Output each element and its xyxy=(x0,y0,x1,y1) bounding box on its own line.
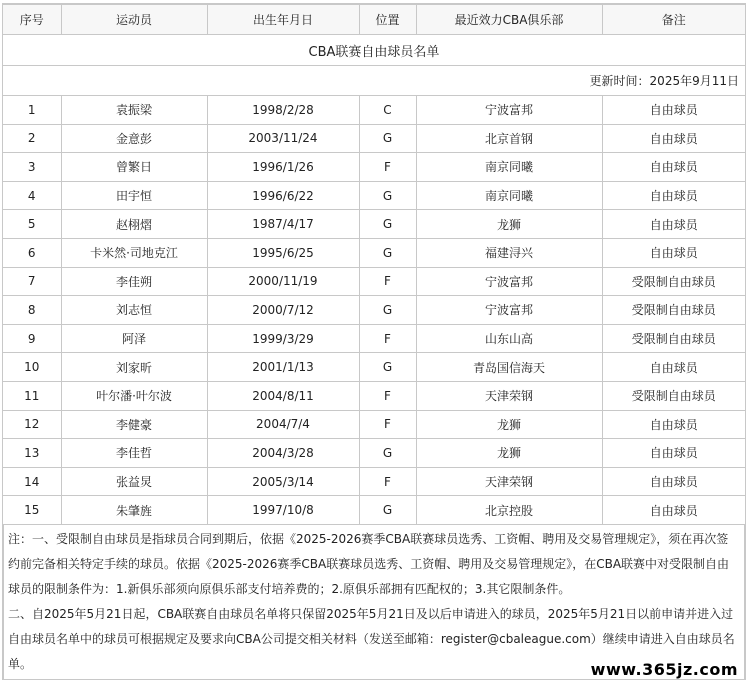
header-index: 序号 xyxy=(3,5,61,35)
cell-player: 张益炅 xyxy=(61,467,207,496)
cell-player: 金意彭 xyxy=(61,124,207,153)
cell-index: 2 xyxy=(3,124,61,153)
table-row xyxy=(3,381,745,410)
cell-index: 13 xyxy=(3,439,61,468)
table-row xyxy=(3,267,745,296)
cell-last-club: 南京同曦 xyxy=(416,153,602,182)
cell-player: 叶尔潘·叶尔波 xyxy=(61,381,207,410)
cell-player: 刘志恒 xyxy=(61,296,207,325)
table-row xyxy=(3,238,745,267)
table-row xyxy=(3,496,745,525)
header-player: 运动员 xyxy=(61,5,207,35)
cell-player: 卡米然·司地克江 xyxy=(61,238,207,267)
table-row xyxy=(3,324,745,353)
cell-index: 3 xyxy=(3,153,61,182)
cell-index: 12 xyxy=(3,410,61,439)
table-row xyxy=(3,439,745,468)
cell-player: 阿泽 xyxy=(61,324,207,353)
cell-remark: 自由球员 xyxy=(602,124,745,153)
cell-index: 6 xyxy=(3,238,61,267)
cell-remark: 自由球员 xyxy=(602,353,745,382)
cell-last-club: 天津荣钢 xyxy=(416,467,602,496)
cell-birthdate: 2000/7/12 xyxy=(207,296,359,325)
cell-player: 刘家昕 xyxy=(61,353,207,382)
cell-last-club: 龙狮 xyxy=(416,210,602,239)
cell-remark: 受限制自由球员 xyxy=(602,381,745,410)
cell-birthdate: 1998/2/28 xyxy=(207,96,359,125)
cell-birthdate: 2004/3/28 xyxy=(207,439,359,468)
cell-birthdate: 1996/6/22 xyxy=(207,181,359,210)
free-agent-table xyxy=(3,4,745,525)
cell-position: G xyxy=(359,124,416,153)
cell-position: F xyxy=(359,381,416,410)
cell-index: 15 xyxy=(3,496,61,525)
cell-index: 4 xyxy=(3,181,61,210)
cell-last-club: 青岛国信海天 xyxy=(416,353,602,382)
cell-remark: 自由球员 xyxy=(602,153,745,182)
cell-position: G xyxy=(359,181,416,210)
cell-position: G xyxy=(359,296,416,325)
cell-position: G xyxy=(359,238,416,267)
cell-last-club: 宁波富邦 xyxy=(416,267,602,296)
cell-birthdate: 2003/11/24 xyxy=(207,124,359,153)
cell-index: 7 xyxy=(3,267,61,296)
cell-remark: 自由球员 xyxy=(602,181,745,210)
cell-last-club: 龙狮 xyxy=(416,439,602,468)
update-time: 更新时间：2025年9月11日 xyxy=(3,66,745,96)
cell-birthdate: 1997/10/8 xyxy=(207,496,359,525)
title-row xyxy=(3,35,745,66)
cell-player: 朱肇旌 xyxy=(61,496,207,525)
header-row xyxy=(3,5,745,35)
cell-player: 袁振梁 xyxy=(61,96,207,125)
cell-player: 李健豪 xyxy=(61,410,207,439)
cell-index: 14 xyxy=(3,467,61,496)
cell-remark: 自由球员 xyxy=(602,210,745,239)
cell-remark: 自由球员 xyxy=(602,410,745,439)
cell-birthdate: 2005/3/14 xyxy=(207,467,359,496)
cell-index: 9 xyxy=(3,324,61,353)
table-title: CBA联赛自由球员名单 xyxy=(3,35,745,66)
cell-remark: 受限制自由球员 xyxy=(602,324,745,353)
free-agent-sheet xyxy=(2,3,746,680)
cell-last-club: 山东山高 xyxy=(416,324,602,353)
notes-block xyxy=(3,525,745,680)
cell-position: G xyxy=(359,353,416,382)
cell-index: 5 xyxy=(3,210,61,239)
cell-birthdate: 1995/6/25 xyxy=(207,238,359,267)
cell-index: 11 xyxy=(3,381,61,410)
cell-player: 李佳哲 xyxy=(61,439,207,468)
cell-birthdate: 2000/11/19 xyxy=(207,267,359,296)
cell-position: F xyxy=(359,324,416,353)
note-list-policy: 二、自2025年5月21日起，CBA联赛自由球员名单将只保留2025年5月21日及以后申请进入的球员，2025年5月21日以前申请并进入过自由球员名单中的球员可根据规定及要求向CBA公司提交相关材料（发送至邮箱：register@cbaleague.com）继续申请进入自由球员名单。 xyxy=(8,606,735,671)
table-row xyxy=(3,181,745,210)
cell-player: 曾繁日 xyxy=(61,153,207,182)
cell-player: 赵栩熠 xyxy=(61,210,207,239)
cell-index: 10 xyxy=(3,353,61,382)
table-body xyxy=(3,96,745,525)
cell-birthdate: 1987/4/17 xyxy=(207,210,359,239)
table-row xyxy=(3,96,745,125)
cell-last-club: 宁波富邦 xyxy=(416,96,602,125)
table-row xyxy=(3,124,745,153)
cell-birthdate: 1996/1/26 xyxy=(207,153,359,182)
table-row xyxy=(3,353,745,382)
cell-remark: 受限制自由球员 xyxy=(602,296,745,325)
table-row xyxy=(3,296,745,325)
cell-birthdate: 2001/1/13 xyxy=(207,353,359,382)
cell-last-club: 龙狮 xyxy=(416,410,602,439)
cell-birthdate: 2004/8/11 xyxy=(207,381,359,410)
header-last-club: 最近效力CBA俱乐部 xyxy=(416,5,602,35)
cell-position: F xyxy=(359,410,416,439)
table-row xyxy=(3,153,745,182)
cell-position: G xyxy=(359,439,416,468)
cell-remark: 自由球员 xyxy=(602,467,745,496)
update-row xyxy=(3,66,745,96)
note-restricted-definition: 注：一、受限制自由球员是指球员合同到期后，依据《2025-2026赛季CBA联赛球员选秀、工资帽、聘用及交易管理规定》，须在再次签约前完备相关特定手续的球员。依据《2025-2026赛季CBA联赛球员选秀、工资帽、聘用及交易管理规定》，在CBA联赛中对受限制自由球员的限制条件为：1.新俱乐部须向原俱乐部支付培养费的；2.原俱乐部拥有匹配权的；3.其它限制条件。 xyxy=(8,531,730,596)
cell-last-club: 宁波富邦 xyxy=(416,296,602,325)
cell-last-club: 北京首钢 xyxy=(416,124,602,153)
cell-index: 8 xyxy=(3,296,61,325)
table-row xyxy=(3,467,745,496)
cell-remark: 自由球员 xyxy=(602,238,745,267)
cell-position: F xyxy=(359,267,416,296)
cell-last-club: 南京同曦 xyxy=(416,181,602,210)
cell-index: 1 xyxy=(3,96,61,125)
cell-birthdate: 1999/3/29 xyxy=(207,324,359,353)
cell-player: 李佳朔 xyxy=(61,267,207,296)
cell-remark: 自由球员 xyxy=(602,496,745,525)
cell-player: 田宇恒 xyxy=(61,181,207,210)
cell-position: G xyxy=(359,496,416,525)
table-row xyxy=(3,410,745,439)
cell-position: F xyxy=(359,153,416,182)
table-row xyxy=(3,210,745,239)
cell-position: C xyxy=(359,96,416,125)
cell-last-club: 福建浔兴 xyxy=(416,238,602,267)
header-position: 位置 xyxy=(359,5,416,35)
cell-position: G xyxy=(359,210,416,239)
header-remark: 备注 xyxy=(602,5,745,35)
cell-remark: 受限制自由球员 xyxy=(602,267,745,296)
cell-last-club: 北京控股 xyxy=(416,496,602,525)
watermark: www.365jz.com xyxy=(587,660,742,679)
cell-last-club: 天津荣钢 xyxy=(416,381,602,410)
header-birthdate: 出生年月日 xyxy=(207,5,359,35)
cell-birthdate: 2004/7/4 xyxy=(207,410,359,439)
cell-remark: 自由球员 xyxy=(602,439,745,468)
cell-position: F xyxy=(359,467,416,496)
cell-remark: 自由球员 xyxy=(602,96,745,125)
